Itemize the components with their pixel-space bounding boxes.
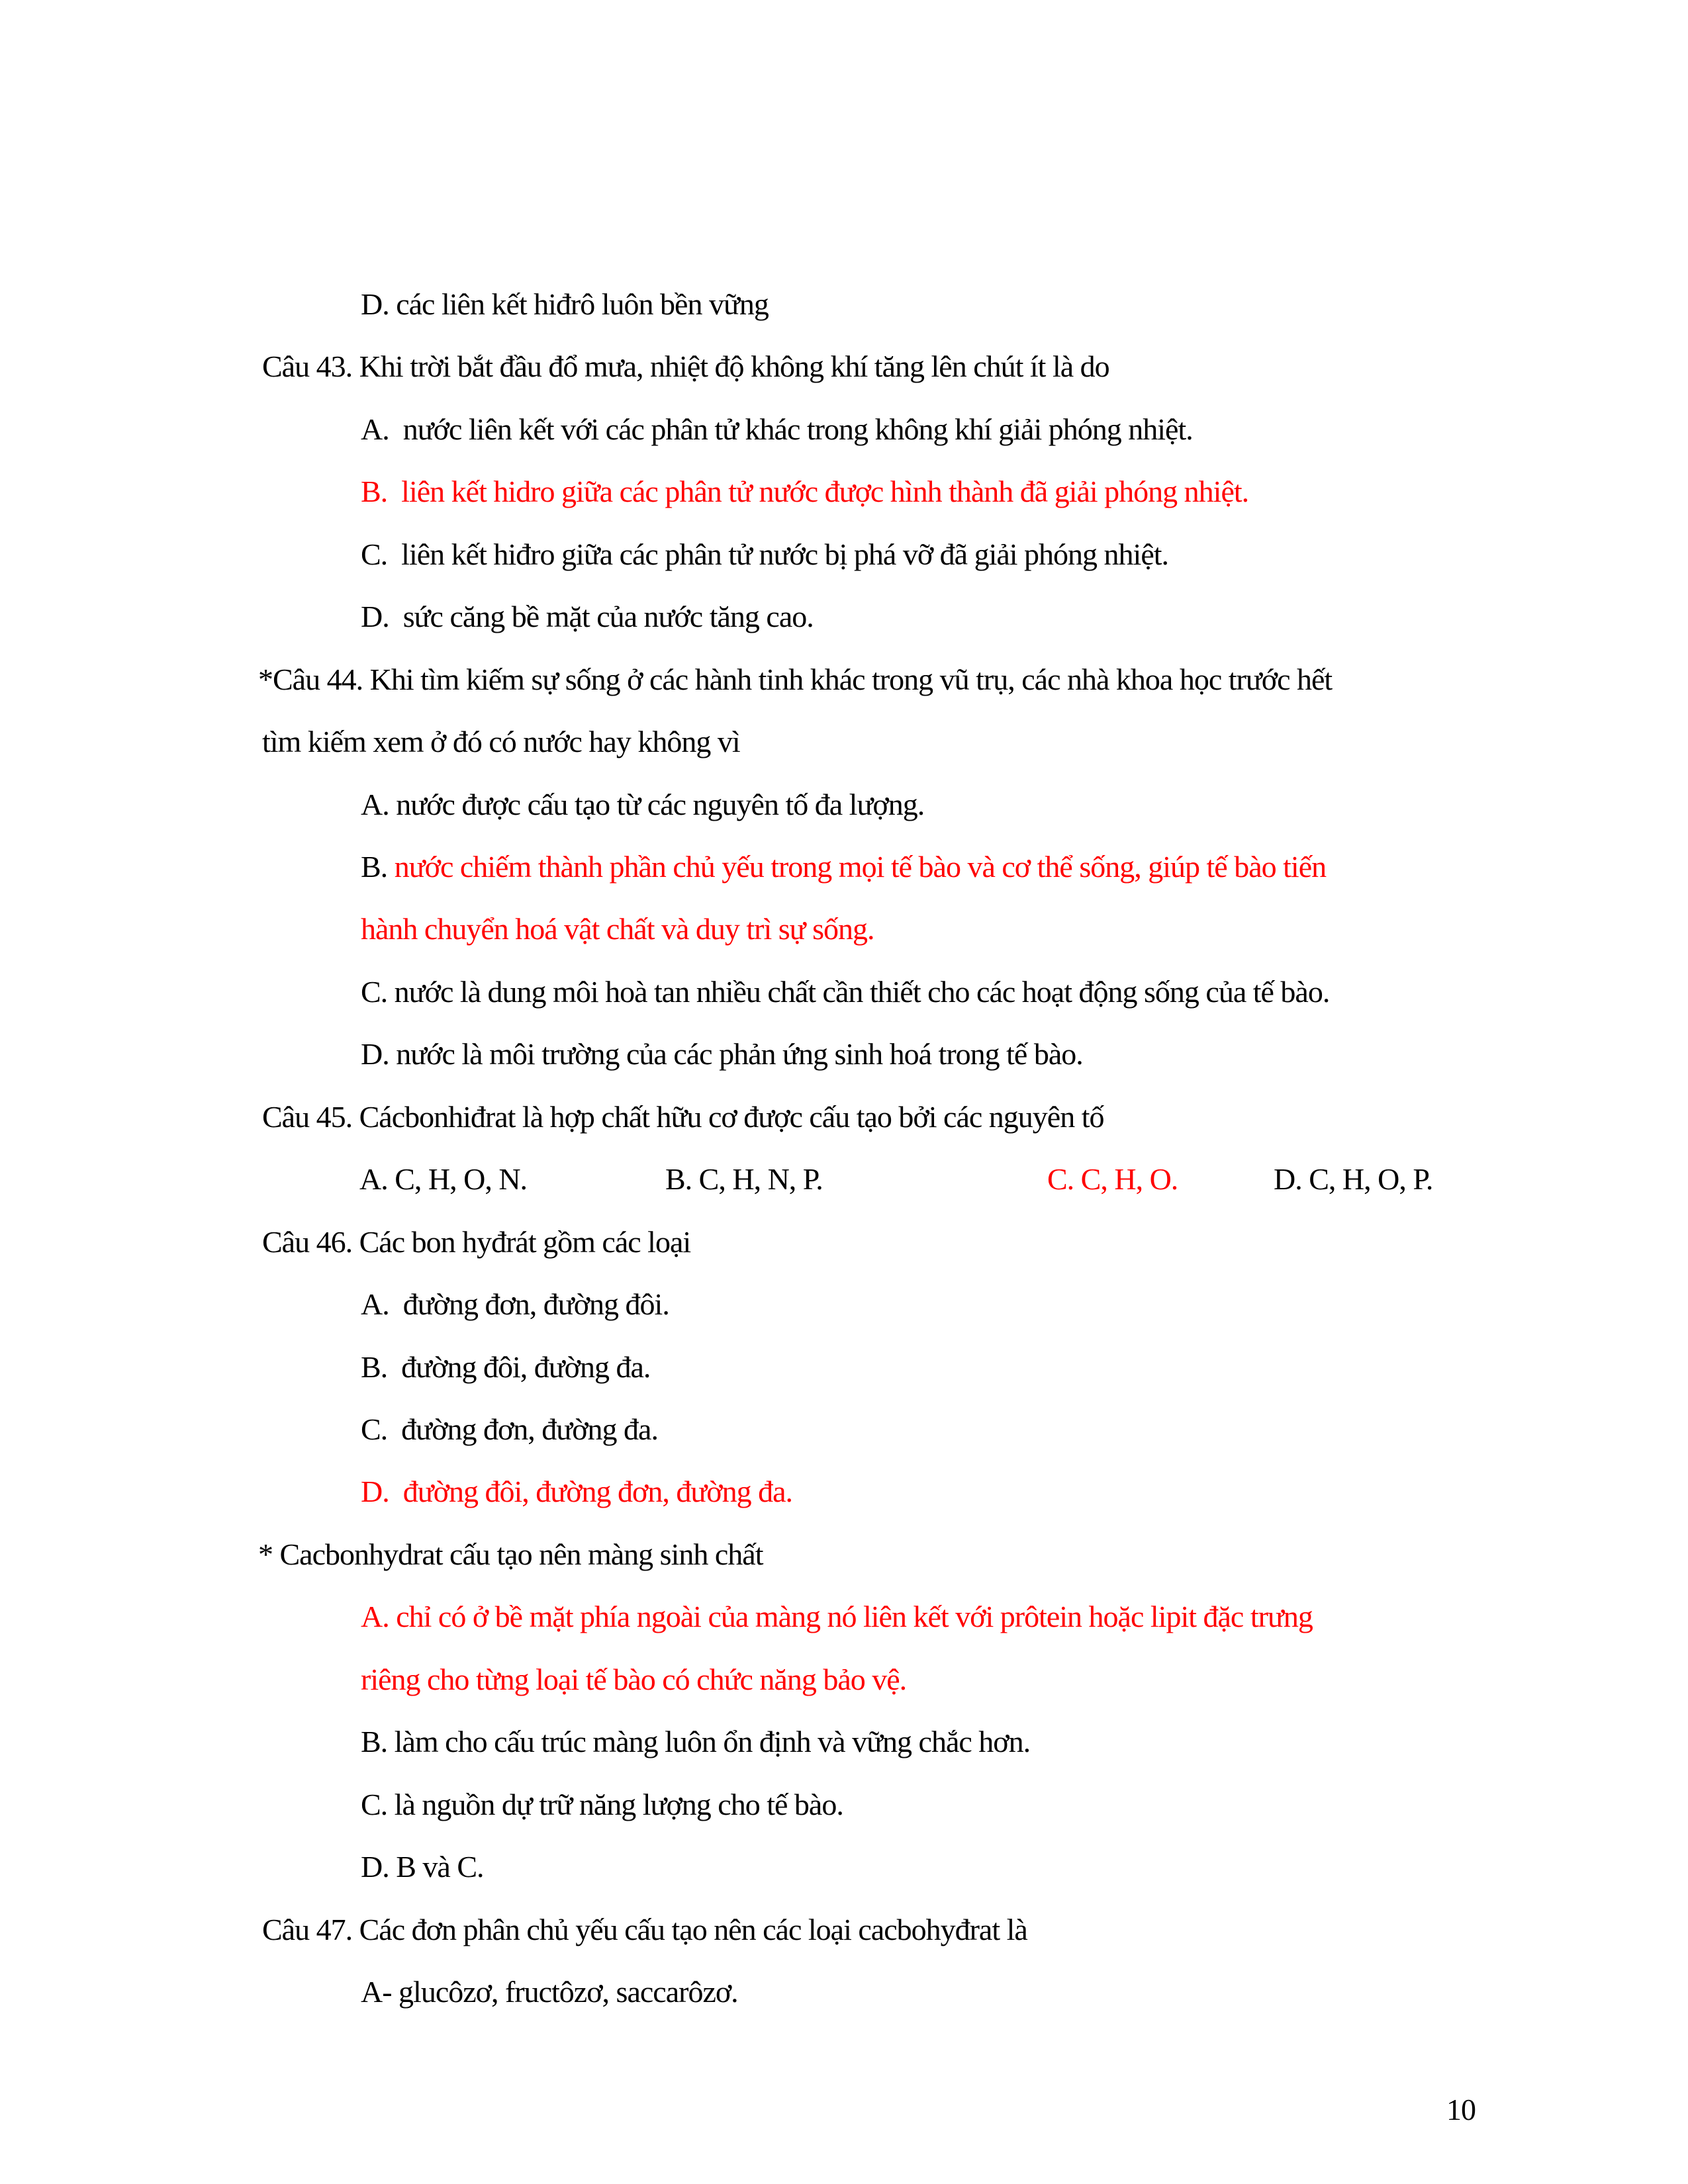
text-line xyxy=(361,1834,484,1900)
option-cell xyxy=(1274,1146,1432,1212)
text-segment: D. sức căng bề mặt của nước tăng cao. xyxy=(361,600,814,633)
option-cell xyxy=(665,1146,823,1212)
highlighted-answer-text: B. liên kết hidro giữa các phân tử nước được hình thành đã giải phóng nhiệt. xyxy=(361,475,1249,508)
text-line xyxy=(361,1021,1083,1087)
option-cell xyxy=(359,1146,527,1212)
text-segment: A. nước được cấu tạo từ các nguyên tố đa lượng. xyxy=(361,788,925,821)
text-line xyxy=(361,459,1248,525)
option-cell xyxy=(1047,1146,1178,1212)
text-line xyxy=(361,1709,1030,1775)
text-line xyxy=(262,1209,690,1275)
text-line xyxy=(361,1396,658,1463)
text-segment: Câu 43. Khi trời bắt đầu đổ mưa, nhiệt độ không khí tăng lên chút ít là do xyxy=(262,349,1109,383)
highlighted-answer-text: C. C, H, O. xyxy=(1047,1162,1178,1196)
highlighted-answer-text: D. đường đôi, đường đơn, đường đa. xyxy=(361,1475,793,1508)
text-segment: A. đường đơn, đường đôi. xyxy=(361,1287,669,1321)
text-line xyxy=(361,1459,792,1525)
text-line xyxy=(361,271,769,338)
text-line xyxy=(262,1897,1027,1963)
text-segment: C. đường đơn, đường đa. xyxy=(361,1412,658,1446)
text-line xyxy=(262,709,740,775)
text-segment: D. B và C. xyxy=(361,1850,484,1884)
text-line xyxy=(361,772,924,838)
text-line xyxy=(361,396,1193,463)
text-line xyxy=(258,1522,763,1588)
text-segment: *Câu 44. Khi tìm kiếm sự sống ở các hành tinh khác trong vũ trụ, các nhà khoa học trước hết xyxy=(258,662,1333,696)
text-line xyxy=(258,647,1332,713)
text-line xyxy=(361,896,874,962)
text-segment: B. xyxy=(361,850,388,884)
text-line xyxy=(361,1584,1313,1650)
text-line xyxy=(361,1271,669,1338)
text-segment: A. C, H, O, N. xyxy=(359,1162,528,1196)
page-number: 10 xyxy=(1446,2093,1476,2126)
highlighted-answer-text: A. chỉ có ở bề mặt phía ngoài của màng nó liên kết với prôtein hoặc lipit đặc trưng xyxy=(361,1600,1313,1633)
text-line xyxy=(361,834,1326,900)
highlighted-answer-text: nước chiếm thành phần chủ yếu trong mọi tế bào và cơ thể sống, giúp tế bào tiến xyxy=(387,850,1327,884)
highlighted-answer-text: hành chuyển hoá vật chất và duy trì sự sống. xyxy=(361,912,874,946)
text-line xyxy=(262,334,1109,400)
text-line xyxy=(361,959,1329,1025)
text-segment: A. nước liên kết với các phân tử khác trong không khí giải phóng nhiệt. xyxy=(361,412,1193,446)
text-segment: C. liên kết hiđro giữa các phân tử nước bị phá vỡ đã giải phóng nhiệt. xyxy=(361,537,1169,571)
text-segment: B. làm cho cấu trúc màng luôn ổn định và vững chắc hơn. xyxy=(361,1725,1031,1758)
text-segment: B. C, H, N, P. xyxy=(665,1162,823,1196)
text-segment: C. nước là dung môi hoà tan nhiều chất cần thiết cho các hoạt động sống của tế bào. xyxy=(361,975,1330,1009)
text-segment: tìm kiếm xem ở đó có nước hay không vì xyxy=(262,725,740,758)
highlighted-answer-text: riêng cho từng loại tế bào có chức năng bảo vệ. xyxy=(361,1662,907,1696)
text-segment: D. nước là môi trường của các phản ứng sinh hoá trong tế bào. xyxy=(361,1037,1083,1071)
text-line xyxy=(361,584,814,650)
text-line xyxy=(262,1084,1103,1150)
text-line xyxy=(361,1772,843,1838)
text-segment: B. đường đôi, đường đa. xyxy=(361,1350,651,1384)
text-segment: Câu 46. Các bon hyđrát gồm các loại xyxy=(262,1225,691,1259)
text-segment: D. C, H, O, P. xyxy=(1274,1162,1433,1196)
text-line xyxy=(361,1647,906,1713)
text-segment: Câu 47. Các đơn phân chủ yếu cấu tạo nên các loại cacbohyđrat là xyxy=(262,1913,1027,1946)
text-segment: C. là nguồn dự trữ năng lượng cho tế bào. xyxy=(361,1788,843,1821)
text-line xyxy=(361,1959,738,2025)
text-line xyxy=(361,522,1168,588)
text-segment: A- glucôzơ, fructôzơ, saccarôzơ. xyxy=(361,1975,738,2009)
text-segment: D. các liên kết hiđrô luôn bền vững xyxy=(361,287,769,321)
text-segment: Câu 45. Cácbonhiđrat là hợp chất hữu cơ được cấu tạo bởi các nguyên tố xyxy=(262,1100,1104,1134)
text-segment: * Cacbonhydrat cấu tạo nên màng sinh chất xyxy=(258,1537,763,1571)
text-line xyxy=(361,1334,650,1400)
